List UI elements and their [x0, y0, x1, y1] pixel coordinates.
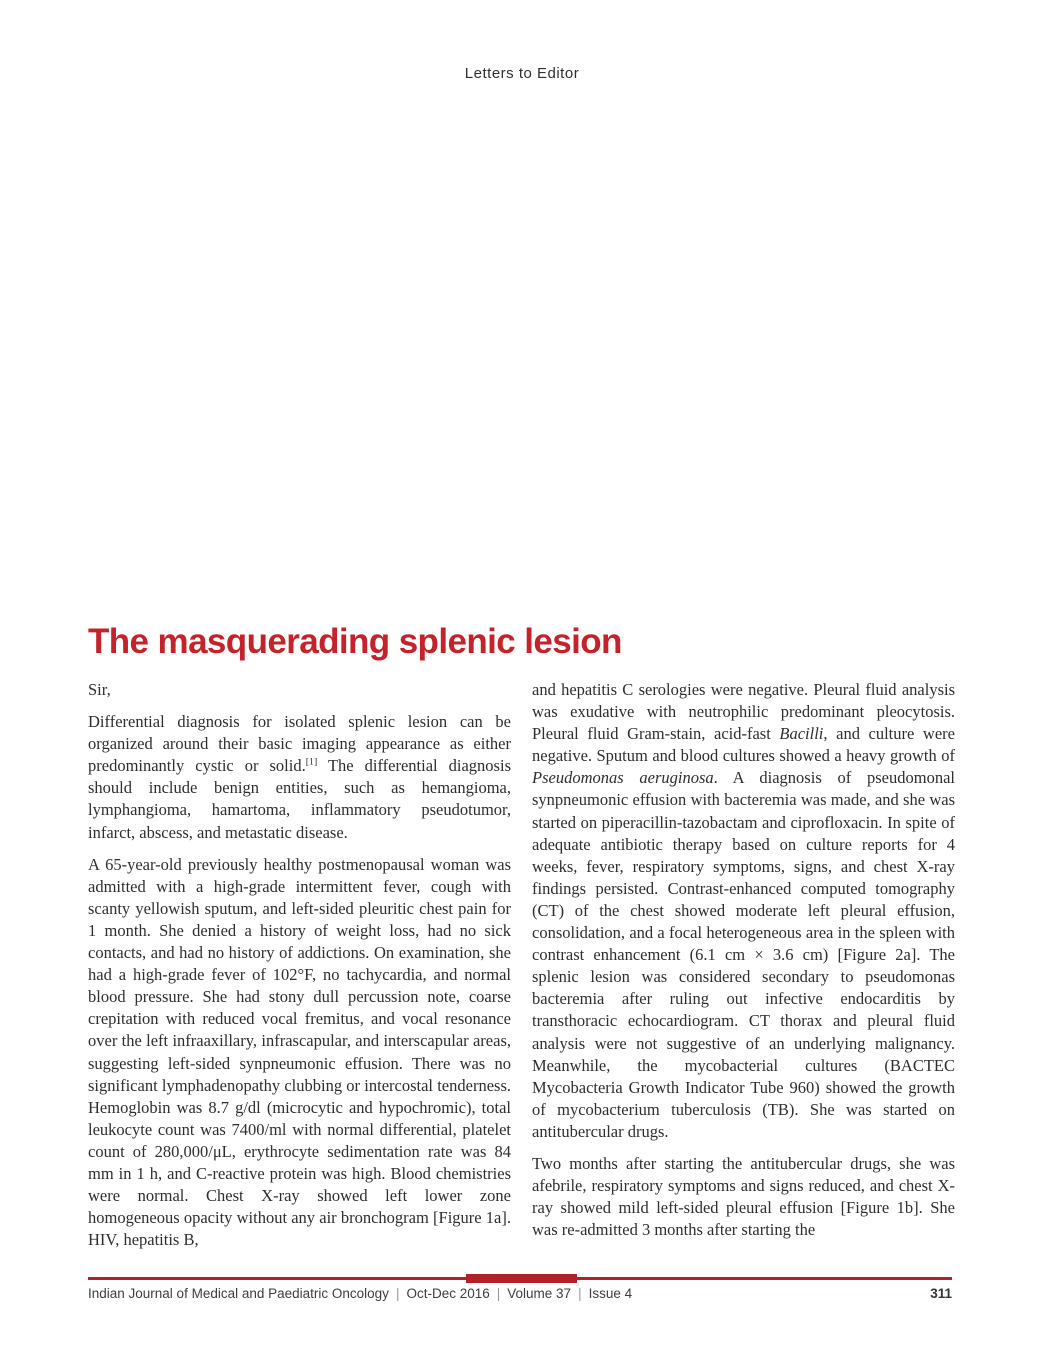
journal-name: Indian Journal of Medical and Paediatric Oncology	[88, 1286, 389, 1301]
footer-rule-accent	[466, 1274, 577, 1283]
footer-separator: |	[496, 1286, 501, 1301]
salutation: Sir,	[88, 680, 111, 699]
page-number: 311	[930, 1286, 952, 1301]
volume-label: Volume 37	[507, 1286, 572, 1301]
footer-separator: |	[578, 1286, 582, 1301]
issue-date: Oct-Dec 2016	[406, 1286, 490, 1301]
issue-label: Issue 4	[588, 1286, 633, 1301]
paragraph: A 65-year-old previously healthy postmenopausal woman was admitted with a high-grade intermittent fever, cough with scanty yellowish sputum, and left-sided pleuritic chest pain for 1 month. She denied a history of weight loss, had no sick contacts, and had no history of addictions. On examination, she had a high-grade fever of 102°F, no tachycardia, and normal blood pressure. She had stony dull percussion note, coarse crepitation with reduced vocal fremitus, and vocal resonance over the left infraaxillary, infrascapular, and interscapular areas, suggesting left-sided synpneumonic effusion. There was no significant lymphadenopathy clubbing or intercostal tenderness. Hemoglobin was 8.7 g/dl (microcytic and hypochromic), total leukocyte count was 7400/ml with normal differential, platelet count of 280,000/μL, erythrocyte sedimentation rate was 84 mm in 1 h, and C-reactive protein was high. Blood chemistries were normal. Chest X-ray showed left lower zone homogeneous opacity without any air bronchogram [Figure 1a]. HIV, hepatitis B,	[88, 854, 511, 1250]
footer-citation	[88, 1286, 632, 1301]
footer-separator: |	[395, 1286, 400, 1301]
article-title: The masquerading splenic lesion	[88, 622, 622, 661]
article-body	[88, 679, 956, 1261]
paragraph: and hepatitis C serologies were negative. Pleural fluid analysis was exudative with neutrophilic predominant pleocytosis. Pleural fluid Gram-stain, acid-fast Bacilli, and culture were negative. Sputum and blood cultures showed a heavy growth of Pseudomonas aeruginosa. A diagnosis of pseudomonal synpneumonic effusion with bacteremia was made, and she was started on piperacillin-tazobactam and ciprofloxacin. In spite of adequate antibiotic therapy based on culture reports for 4 weeks, fever, respiratory symptoms, signs, and chest X-ray findings persisted. Contrast-enhanced computed tomography (CT) of the chest showed moderate left pleural effusion, consolidation, and a focal heterogeneous area in the spleen with contrast enhancement (6.1 cm × 3.6 cm) [Figure 2a]. The splenic lesion was considered secondary to pseudomonas bacteremia after ruling out infective endocarditis by transthoracic echocardiogram. CT thorax and pleural fluid analysis were not suggestive of an underlying malignancy. Meanwhile, the mycobacterial cultures (BACTEC Mycobacteria Growth Indicator Tube 960) showed the growth of mycobacterium tuberculosis (TB). She was started on antitubercular drugs.	[532, 680, 955, 1141]
footer-rule	[88, 1277, 952, 1280]
right-column	[532, 679, 955, 1261]
section-header: Letters to Editor	[464, 65, 580, 82]
paragraph: Two months after starting the antitubercular drugs, she was afebrile, respiratory symptoms and signs reduced, and chest X-ray showed mild left-sided pleural effusion [Figure 1b]. She was re-admitted 3 months after starting the	[532, 1153, 955, 1240]
footer	[88, 1286, 952, 1301]
left-column	[88, 679, 511, 1261]
paragraph: Differential diagnosis for isolated splenic lesion can be organized around their basic imaging appearance as either predominantly cystic or solid.[1] The differential diagnosis should include benign entities, such as hemangioma, lymphangioma, hamartoma, inflammatory pseudotumor, infarct, abscess, and metastatic disease.	[88, 712, 511, 842]
